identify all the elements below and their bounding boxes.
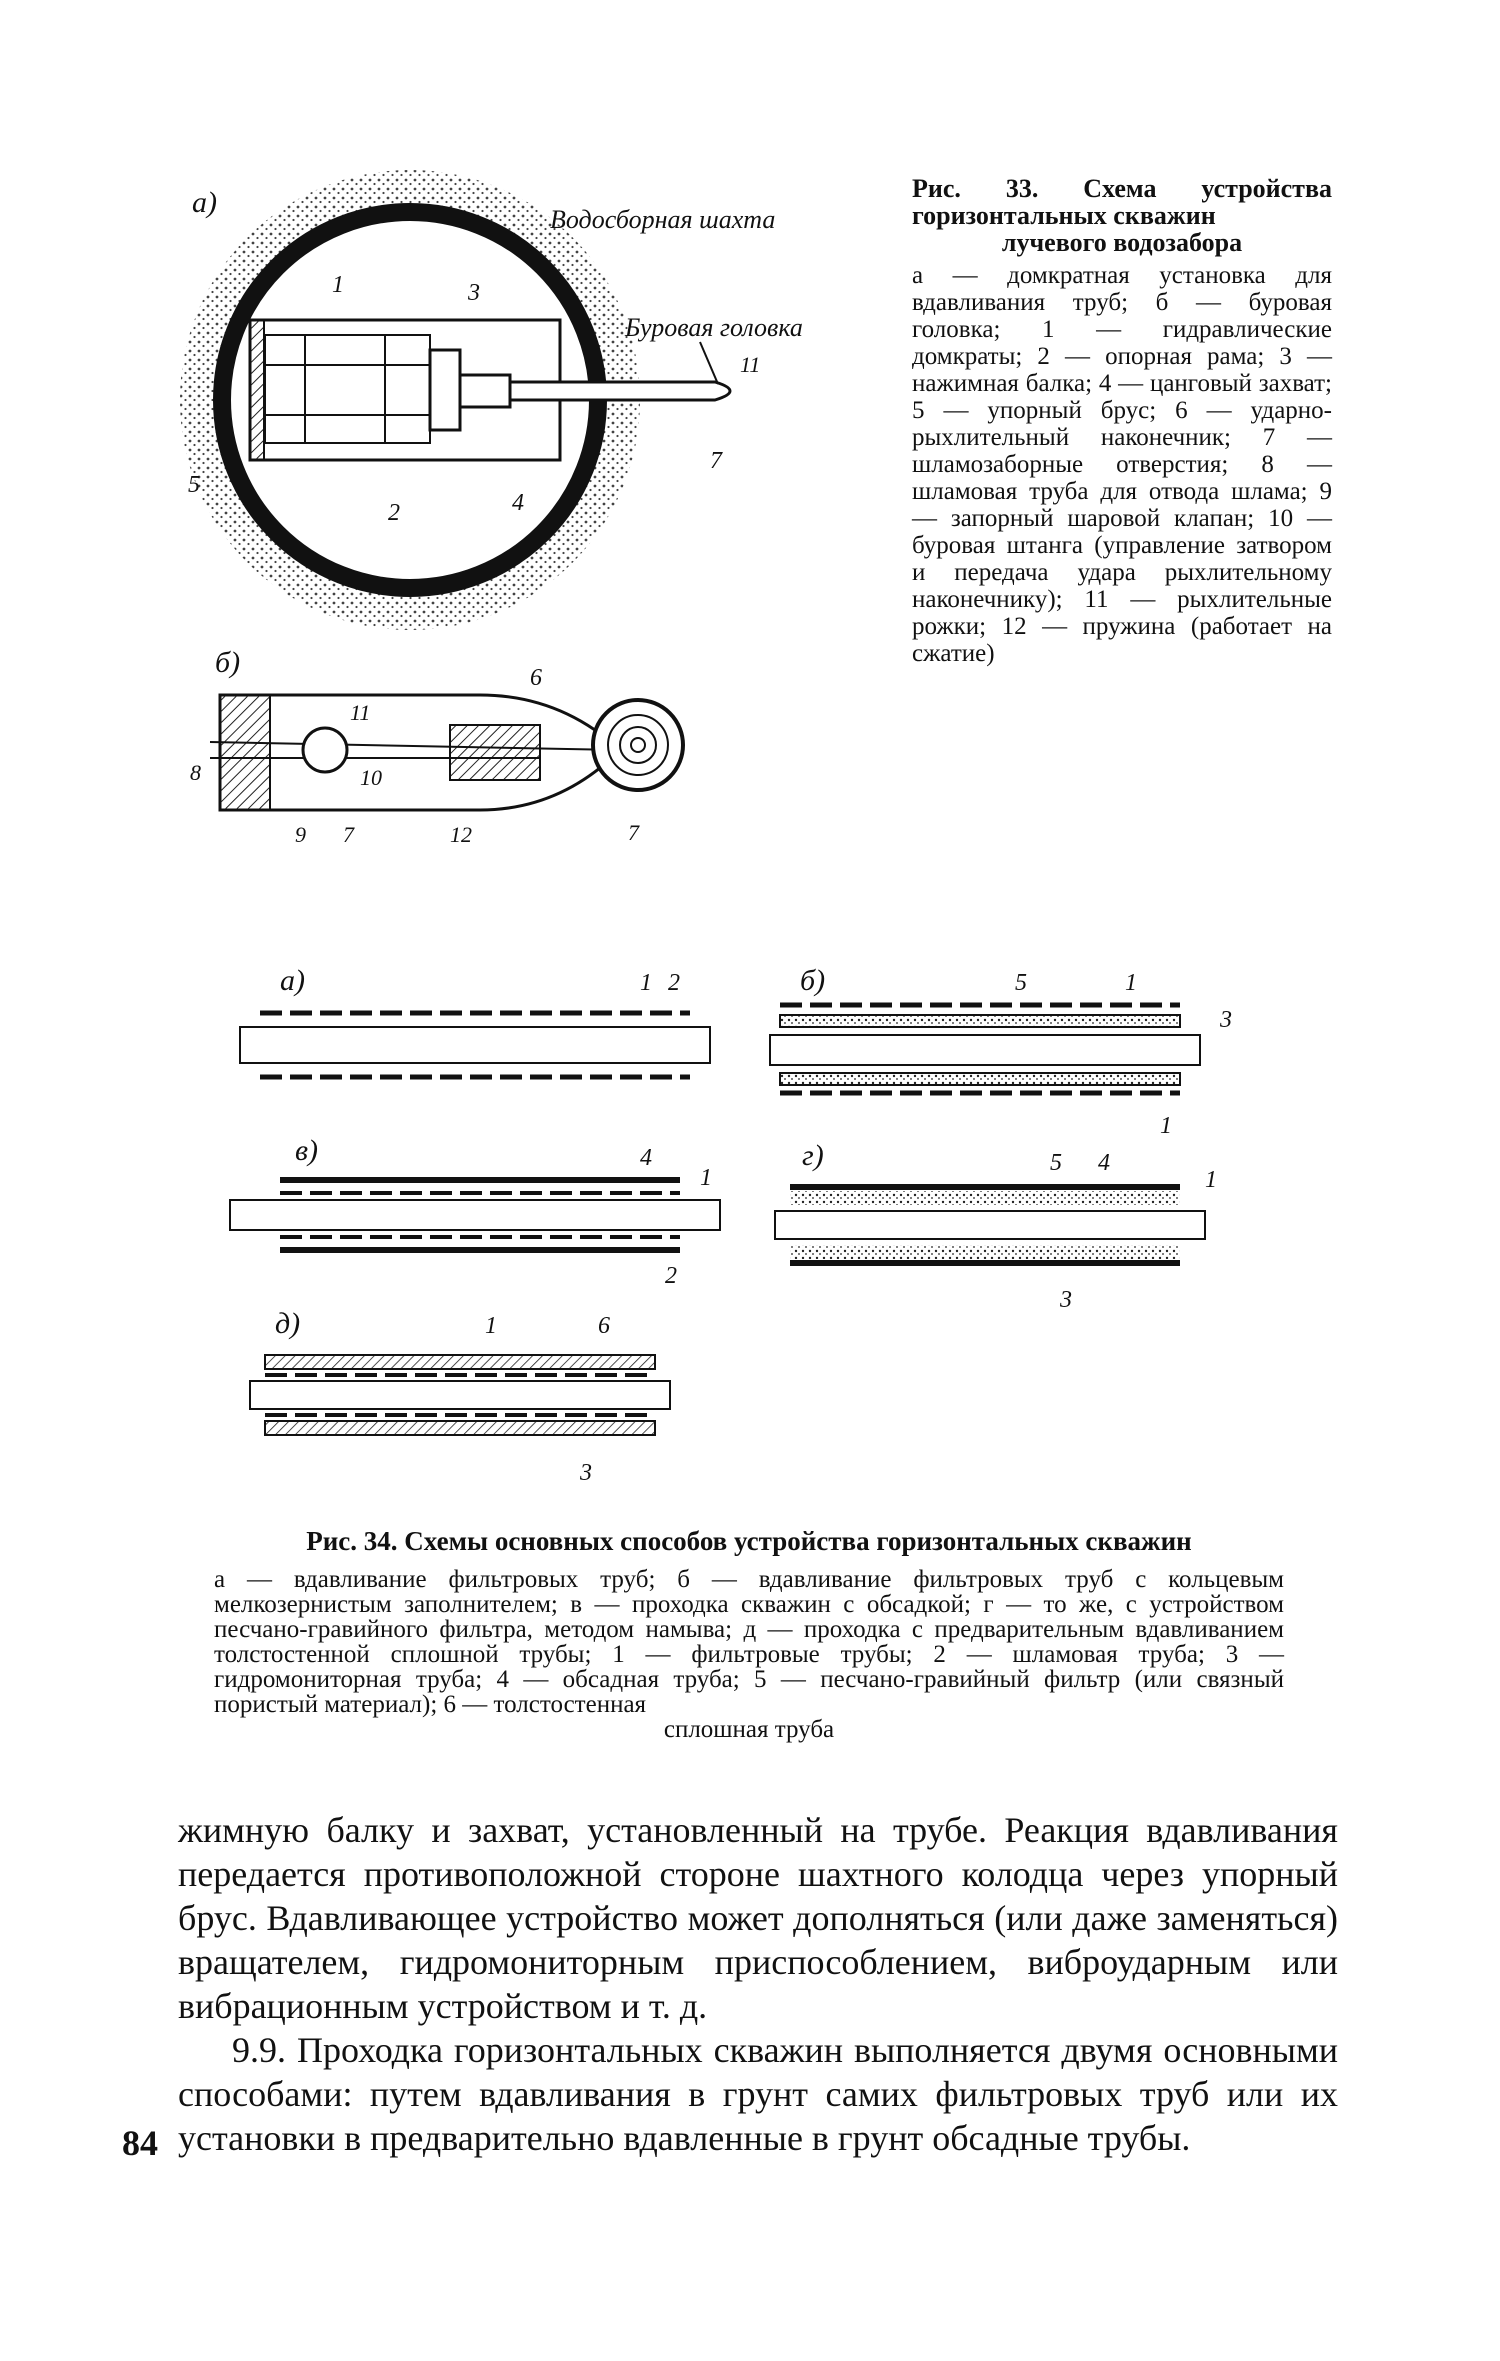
svg-text:1: 1 xyxy=(1125,970,1137,996)
num-6-b: 6 xyxy=(530,665,542,691)
label-drill-head: Буровая головка xyxy=(625,313,803,342)
fig33-panel-b-label: б) xyxy=(215,650,241,679)
svg-text:3: 3 xyxy=(580,1460,592,1486)
scheme-v xyxy=(230,1134,720,1289)
num-8-b: 8 xyxy=(190,760,201,785)
page-number: 84 xyxy=(122,2123,158,2163)
paragraph-2: 9.9. Проходка горизонтальных скважин выполняется двумя основными способами: путем вдавливания в грунт самих фильтровых труб или их установки в предварительно вдавленные в грунт обсадные трубы. xyxy=(178,2030,1338,2158)
figure-33-title: Рис. 33. Схема устройства горизонтальных скважин лучевого водозабора xyxy=(912,174,1332,257)
cross-section xyxy=(593,700,683,790)
num-11-a: 11 xyxy=(740,352,761,377)
svg-text:д): д) xyxy=(275,1307,301,1340)
num-10-b: 10 xyxy=(360,765,382,790)
figure-33-caption xyxy=(912,175,1332,667)
num-11-b: 11 xyxy=(350,700,371,725)
label-shaft: Водосборная шахта xyxy=(550,205,776,234)
scheme-b xyxy=(770,964,1232,1139)
drill-head-body xyxy=(220,695,620,810)
svg-text:3: 3 xyxy=(1060,1287,1072,1313)
scheme-g xyxy=(775,1139,1217,1313)
scheme-a xyxy=(240,964,710,1077)
num-1-a: 1 xyxy=(332,272,344,298)
svg-text:г): г) xyxy=(802,1139,824,1172)
svg-text:1: 1 xyxy=(1205,1167,1217,1193)
svg-text:3: 3 xyxy=(1220,1007,1232,1033)
scheme-d xyxy=(250,1307,670,1486)
num-9-b: 9 xyxy=(295,822,306,847)
num-7-a: 7 xyxy=(710,448,722,474)
num-3-a: 3 xyxy=(468,280,480,306)
num-7-b: 7 xyxy=(343,822,354,847)
figure-33a-drawing xyxy=(170,160,890,630)
svg-text:6: 6 xyxy=(598,1313,610,1339)
drill-pipe xyxy=(510,382,730,400)
svg-text:5: 5 xyxy=(1050,1150,1062,1176)
svg-text:5: 5 xyxy=(1015,970,1027,996)
svg-text:б): б) xyxy=(800,964,826,997)
paragraph-1: жимную балку и захват, установленный на трубе. Реакция вдавливания передается противоположной стороне шахтного колодца через упорный брус. Вдавливающее устройство может дополняться (или даже заменяться) вращателем, гидромониторным приспособлением, виброударным или вибрационным устройством и т. д. xyxy=(178,1810,1338,2026)
figure-33b-drawing xyxy=(180,650,740,860)
figure-34-drawing xyxy=(220,955,1270,1495)
figure-34-title: Рис. 34. Схемы основных способов устройства горизонтальных скважин xyxy=(306,1526,1192,1556)
num-12-b: 12 xyxy=(450,822,472,847)
svg-text:1: 1 xyxy=(1160,1113,1172,1139)
num-4-a: 4 xyxy=(512,490,524,516)
num-5-a: 5 xyxy=(188,472,200,498)
body-text xyxy=(178,1808,1338,2160)
svg-text:2: 2 xyxy=(668,970,680,996)
num-2-a: 2 xyxy=(388,500,400,526)
svg-text:а): а) xyxy=(280,964,305,997)
svg-text:4: 4 xyxy=(640,1145,652,1171)
svg-text:2: 2 xyxy=(665,1263,677,1289)
svg-text:1: 1 xyxy=(485,1313,497,1339)
figure-33-legend: а — домкратная установка для вдавливания труб; б — буровая головка; 1 — гидравлические домкраты; 2 — опорная рама; 3 — нажимная балка; 4 — цанговый захват; 5 — упорный брус; 6 — ударно-рыхлительный наконечник; 7 — шламозаборные отверстия; 8 — шламовая труба для отвода шлама; 9 — запорный шаровой клапан; 10 — буровая штанга (управление затвором и передача удара рыхлительному наконечнику); 11 — рыхлительные рожки; 12 — пружина (работает на сжатие) xyxy=(912,262,1332,667)
svg-text:1: 1 xyxy=(640,970,652,996)
svg-text:в): в) xyxy=(295,1134,319,1167)
figure-34-caption xyxy=(214,1526,1284,1742)
figure-34-legend: а — вдавливание фильтровых труб; б — вдавливание фильтровых труб с кольцевым мелкозернистым заполнителем; в — проходка скважин с обсадкой; г — то же, с устройством песчано-гравийного фильтра, методом намыва; д — проходка с предварительным вдавливанием толстостенной сплошной трубы; 1 — фильтровые трубы; 2 — шламовая труба; 3 — гидромониторная труба; 4 — обсадная труба; 5 — песчано-гравийный фильтр (или связный пористый материал); 6 — толстостенная сплошная труба xyxy=(214,1566,1284,1743)
svg-text:1: 1 xyxy=(700,1165,712,1191)
svg-text:4: 4 xyxy=(1098,1150,1110,1176)
num-7-section: 7 xyxy=(628,820,639,845)
fig33-panel-a-label: а) xyxy=(192,186,217,219)
